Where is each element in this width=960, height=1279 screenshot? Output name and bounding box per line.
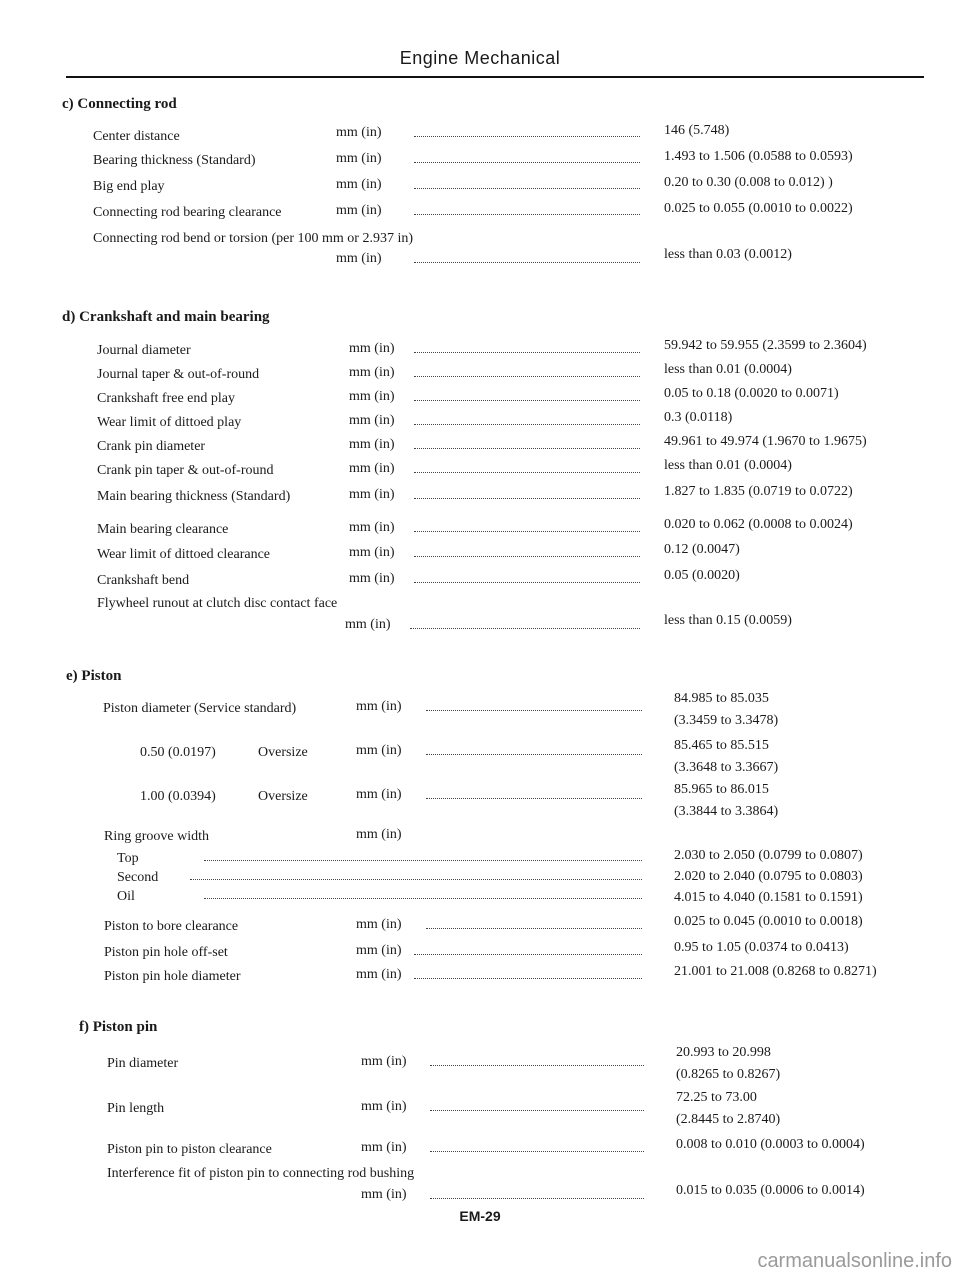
spec-value: 4.015 to 4.040 (0.1581 to 0.1591) <box>674 890 863 905</box>
leader-dots <box>414 952 642 955</box>
spec-label: Crankshaft free end play <box>97 391 235 406</box>
spec-value-inch: (3.3459 to 3.3478) <box>674 713 779 728</box>
leader-dots <box>204 896 642 899</box>
spec-label: Piston pin hole diameter <box>104 969 241 984</box>
spec-label: Pin length <box>107 1101 165 1116</box>
spec-label: Center distance <box>93 129 180 144</box>
section-title-piston: e) Piston <box>66 668 122 684</box>
spec-unit: mm (in) <box>336 125 382 140</box>
spec-value: 2.030 to 2.050 (0.0799 to 0.0807) <box>674 848 863 863</box>
leader-dots <box>414 134 640 137</box>
leader-dots <box>426 752 642 755</box>
page-title: Engine Mechanical <box>399 48 561 68</box>
spec-label: Bearing thickness (Standard) <box>93 153 256 168</box>
spec-value: 2.020 to 2.040 (0.0795 to 0.0803) <box>674 869 863 884</box>
spec-label-oversize: Oversize <box>258 745 308 760</box>
spec-label: 0.50 (0.0197) <box>140 745 216 760</box>
page-number: EM-29 <box>459 1208 501 1224</box>
leader-dots <box>190 877 642 880</box>
leader-dots <box>414 398 640 401</box>
spec-unit: mm (in) <box>356 699 402 714</box>
spec-unit: mm (in) <box>336 151 382 166</box>
spec-unit: mm (in) <box>356 917 402 932</box>
leader-dots <box>204 858 642 861</box>
spec-value: 0.015 to 0.035 (0.0006 to 0.0014) <box>676 1183 865 1198</box>
spec-label: Wear limit of dittoed clearance <box>97 547 271 562</box>
leader-dots <box>414 422 640 425</box>
leader-dots <box>414 580 640 583</box>
spec-label: Main bearing clearance <box>97 522 229 537</box>
spec-value: 0.020 to 0.062 (0.0008 to 0.0024) <box>664 517 853 532</box>
spec-label: Piston to bore clearance <box>104 919 239 934</box>
spec-unit: mm (in) <box>356 943 402 958</box>
spec-unit: mm (in) <box>361 1140 407 1155</box>
spec-value: 0.025 to 0.055 (0.0010 to 0.0022) <box>664 201 853 216</box>
spec-label: Crank pin diameter <box>97 439 206 454</box>
spec-label: Connecting rod bend or torsion (per 100 mm or 2.937 in) <box>93 231 414 246</box>
spec-value: less than 0.03 (0.0012) <box>664 247 792 262</box>
spec-value: 1.827 to 1.835 (0.0719 to 0.0722) <box>664 484 853 499</box>
spec-label-sub: Top <box>117 851 139 866</box>
spec-value: 20.993 to 20.998 <box>676 1045 771 1060</box>
spec-label: Journal diameter <box>97 343 191 358</box>
spec-value: 146 (5.748) <box>664 123 730 138</box>
header-rule <box>66 76 924 78</box>
spec-value: 0.008 to 0.010 (0.0003 to 0.0004) <box>676 1137 865 1152</box>
leader-dots <box>426 796 642 799</box>
leader-dots <box>414 186 640 189</box>
spec-label: Main bearing thickness (Standard) <box>97 489 291 504</box>
leader-dots <box>414 470 640 473</box>
spec-label: Piston pin to piston clearance <box>107 1142 272 1157</box>
spec-value: less than 0.15 (0.0059) <box>664 613 792 628</box>
spec-value: 0.20 to 0.30 (0.008 to 0.012) ) <box>664 175 833 190</box>
spec-unit: mm (in) <box>349 437 395 452</box>
spec-unit: mm (in) <box>349 365 395 380</box>
leader-dots <box>430 1063 644 1066</box>
spec-value: less than 0.01 (0.0004) <box>664 362 792 377</box>
spec-label: Piston diameter (Service standard) <box>103 701 297 716</box>
spec-value: 0.3 (0.0118) <box>664 410 733 425</box>
spec-value: 72.25 to 73.00 <box>676 1090 757 1105</box>
spec-unit: mm (in) <box>349 461 395 476</box>
spec-value: 21.001 to 21.008 (0.8268 to 0.8271) <box>674 964 877 979</box>
spec-unit: mm (in) <box>361 1187 407 1202</box>
spec-unit: mm (in) <box>336 203 382 218</box>
spec-label: Wear limit of dittoed play <box>97 415 242 430</box>
spec-value: 0.95 to 1.05 (0.0374 to 0.0413) <box>674 940 849 955</box>
spec-label: Crankshaft bend <box>97 573 190 588</box>
spec-label: Big end play <box>93 179 165 194</box>
spec-value: less than 0.01 (0.0004) <box>664 458 792 473</box>
spec-unit: mm (in) <box>349 487 395 502</box>
spec-unit: mm (in) <box>349 341 395 356</box>
spec-value: 0.025 to 0.045 (0.0010 to 0.0018) <box>674 914 863 929</box>
leader-dots <box>414 529 640 532</box>
spec-label: Journal taper & out-of-round <box>97 367 260 382</box>
section-title-piston-pin: f) Piston pin <box>79 1019 158 1035</box>
leader-dots <box>410 626 640 629</box>
spec-label: 1.00 (0.0394) <box>140 789 216 804</box>
spec-value-inch: (0.8265 to 0.8267) <box>676 1067 781 1082</box>
spec-unit: mm (in) <box>349 545 395 560</box>
spec-unit: mm (in) <box>345 617 391 632</box>
spec-unit: mm (in) <box>356 787 402 802</box>
section-title-connecting-rod: c) Connecting rod <box>62 96 177 112</box>
leader-dots <box>430 1196 644 1199</box>
leader-dots <box>414 350 640 353</box>
spec-unit: mm (in) <box>349 413 395 428</box>
leader-dots <box>426 926 642 929</box>
spec-unit: mm (in) <box>336 177 382 192</box>
spec-label: Pin diameter <box>107 1056 179 1071</box>
spec-unit: mm (in) <box>361 1054 407 1069</box>
spec-value: 59.942 to 59.955 (2.3599 to 2.3604) <box>664 338 867 353</box>
spec-unit: mm (in) <box>356 967 402 982</box>
spec-value-inch: (3.3648 to 3.3667) <box>674 760 779 775</box>
leader-dots <box>430 1149 644 1152</box>
spec-value-inch: (3.3844 to 3.3864) <box>674 804 779 819</box>
spec-unit: mm (in) <box>349 520 395 535</box>
spec-value: 85.465 to 85.515 <box>674 738 769 753</box>
spec-value: 0.05 to 0.18 (0.0020 to 0.0071) <box>664 386 839 401</box>
spec-unit: mm (in) <box>336 251 382 266</box>
spec-label-sub: Second <box>117 870 159 885</box>
spec-value-inch: (2.8445 to 2.8740) <box>676 1112 781 1127</box>
leader-dots <box>426 708 642 711</box>
spec-label: Flywheel runout at clutch disc contact face <box>97 596 338 611</box>
spec-value: 0.12 (0.0047) <box>664 542 740 557</box>
spec-label: Ring groove width <box>104 829 209 844</box>
spec-label: Piston pin hole off-set <box>104 945 228 960</box>
spec-label-oversize: Oversize <box>258 789 308 804</box>
leader-dots <box>414 260 640 263</box>
spec-unit: mm (in) <box>356 827 402 842</box>
leader-dots <box>414 374 640 377</box>
spec-value: 84.985 to 85.035 <box>674 691 769 706</box>
section-title-crankshaft: d) Crankshaft and main bearing <box>62 309 270 325</box>
leader-dots <box>414 212 640 215</box>
leader-dots <box>414 976 642 979</box>
leader-dots <box>414 160 640 163</box>
spec-label: Connecting rod bearing clearance <box>93 205 282 220</box>
spec-value: 1.493 to 1.506 (0.0588 to 0.0593) <box>664 149 853 164</box>
leader-dots <box>414 496 640 499</box>
spec-value: 85.965 to 86.015 <box>674 782 769 797</box>
spec-value: 0.05 (0.0020) <box>664 568 740 583</box>
spec-label-sub: Oil <box>117 889 135 904</box>
spec-unit: mm (in) <box>356 743 402 758</box>
spec-label: Crank pin taper & out-of-round <box>97 463 274 478</box>
watermark: carmanualsonline.info <box>757 1250 952 1272</box>
spec-unit: mm (in) <box>349 571 395 586</box>
spec-label: Interference fit of piston pin to connecting rod bushing <box>107 1166 415 1181</box>
leader-dots <box>414 554 640 557</box>
leader-dots <box>430 1108 644 1111</box>
spec-value: 49.961 to 49.974 (1.9670 to 1.9675) <box>664 434 867 449</box>
spec-unit: mm (in) <box>361 1099 407 1114</box>
spec-unit: mm (in) <box>349 389 395 404</box>
leader-dots <box>414 446 640 449</box>
